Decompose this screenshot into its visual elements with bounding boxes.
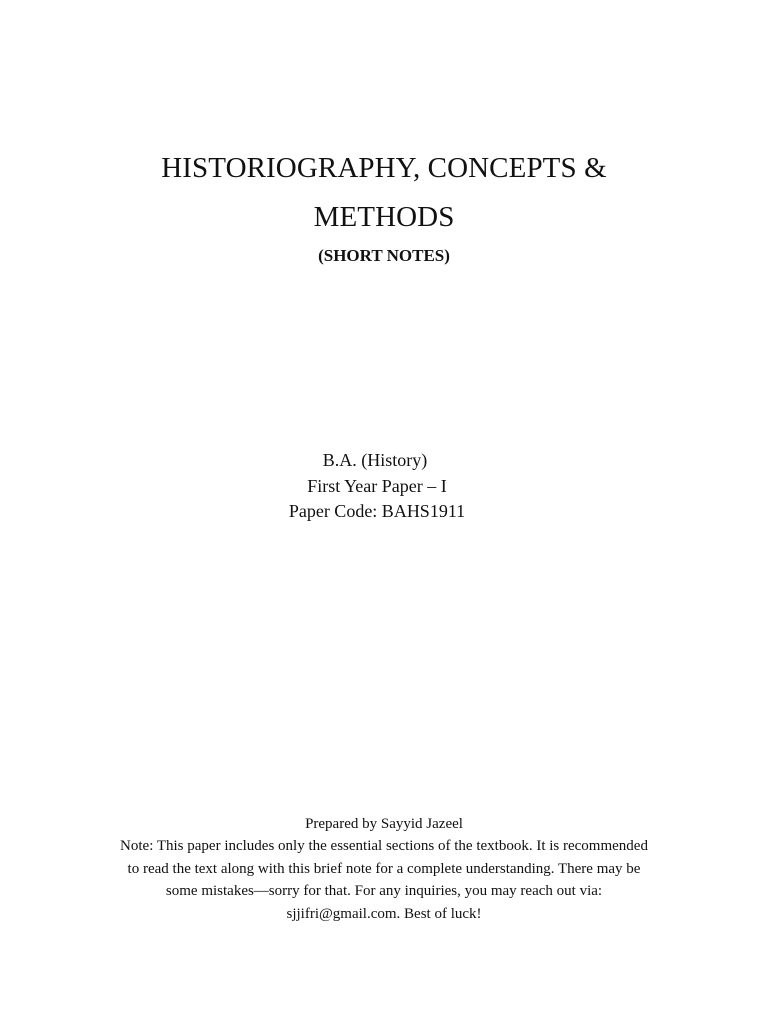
author-credit: Prepared by Sayyid Jazeel: [305, 816, 463, 832]
title-block: [0, 144, 768, 268]
footer-note: [88, 813, 680, 925]
document-title-line-2: METHODS: [313, 201, 455, 233]
note-line-4: sjjifri@gmail.com. Best of luck!: [286, 905, 482, 922]
paper-code-label: Paper Code: BAHS1911: [288, 501, 466, 521]
paper-label: First Year Paper – I: [307, 475, 447, 496]
course-info: [0, 448, 768, 525]
note-line-2: to read the text along with this brief note for a complete understanding. There may be: [127, 860, 641, 877]
note-line-1: Note: This paper includes only the essential sections of the textbook. It is recommended: [120, 838, 648, 855]
document-subtitle: (SHORT NOTES): [318, 246, 450, 265]
note-line-3: some mistakes—sorry for that. For any inquiries, you may reach out via:: [165, 883, 603, 900]
document-title-line-1: HISTORIOGRAPHY, CONCEPTS &: [161, 152, 607, 184]
degree-label: B.A. (History): [322, 450, 428, 470]
